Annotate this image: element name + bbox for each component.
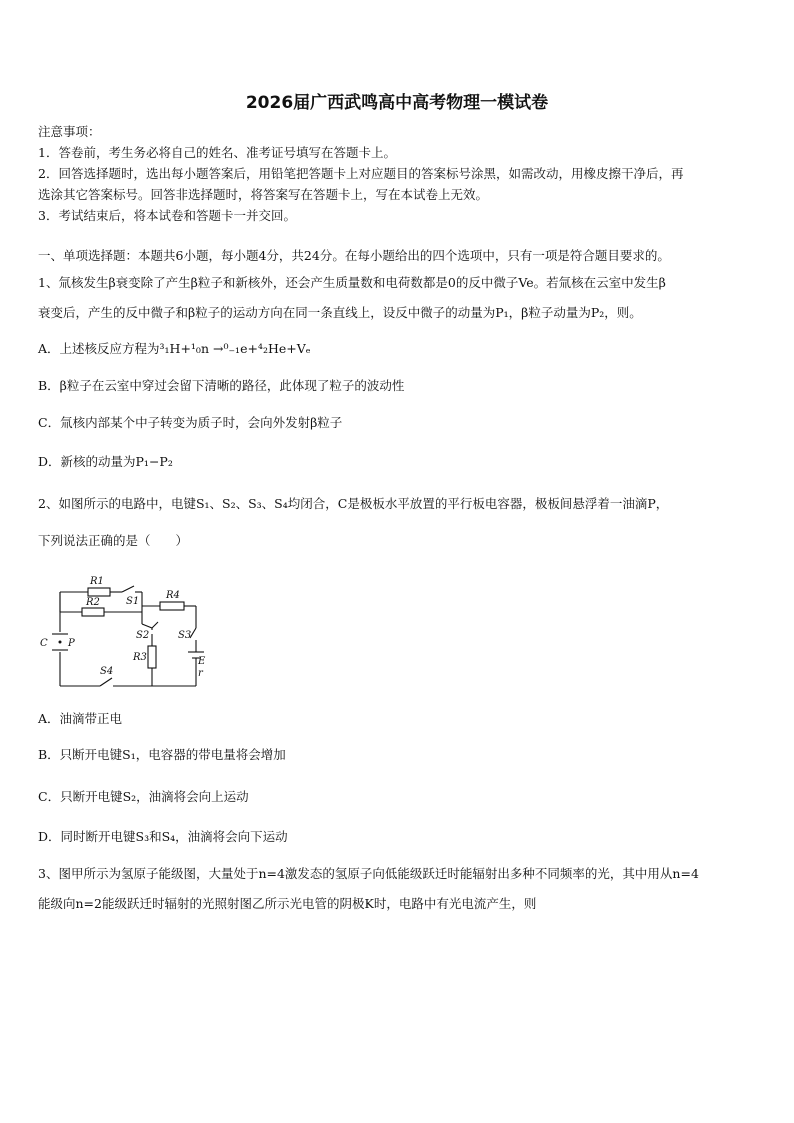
q1-stem-line2: 衰变后，产生的反中微子和β粒子的运动方向在同一条直线上，设反中微子的动量为P₁，β粒子动量为P₂，则。 [38, 305, 642, 320]
resistor-r1 [88, 588, 110, 596]
q1-option-c: C．氚核内部某个中子转变为质子时，会向外发射β粒子 [38, 415, 343, 430]
page-title: 2026届广西武鸣高中高考物理一模试卷 [245, 93, 549, 113]
label-s3: S3 [178, 630, 192, 641]
q1-option-d: D．新核的动量为P₁−P₂ [38, 454, 173, 469]
label-r: r [198, 668, 203, 679]
resistor-r4 [160, 602, 184, 610]
notice-item-2-cont: 选涂其它答案标号。回答非选择题时，将答案写在答题卡上，写在本试卷上无效。 [38, 187, 489, 202]
label-r2: R2 [86, 597, 100, 608]
notice-item-1: 1．答卷前，考生务必将自己的姓名、准考证号填写在答题卡上。 [38, 145, 396, 160]
q1-stem-line1: 1、氚核发生β衰变除了产生β粒子和新核外，还会产生质量数和电荷数都是0的反中微子Ve。若氚核在云室中发生β [38, 275, 666, 290]
q3-stem-line1: 3、图甲所示为氢原子能级图，大量处于n=4激发态的氢原子向低能级跃迁时能辐射出多种不同频率的光，其中用从n=4 [38, 866, 699, 881]
section-heading: 一、单项选择题：本题共6小题，每小题4分，共24分。在每小题给出的四个选项中，只有一项是符合题目要求的。 [38, 248, 670, 263]
notice-item-3: 3．考试结束后，将本试卷和答题卡一并交回。 [38, 208, 296, 223]
resistor-r3 [148, 646, 156, 668]
label-e: E [198, 656, 206, 667]
notice-heading: 注意事项： [38, 124, 101, 139]
q2-option-b: B．只断开电键S₁，电容器的带电量将会增加 [38, 747, 286, 762]
q1-option-a: A．上述核反应方程为³₁H+¹₀n →⁰₋₁e+⁴₂He+Vₑ [38, 341, 311, 356]
label-s4: S4 [100, 666, 114, 677]
label-c: C [40, 638, 48, 649]
q2-option-c: C．只断开电键S₂，油滴将会向上运动 [38, 789, 249, 804]
label-s2: S2 [136, 630, 150, 641]
label-p: P [68, 638, 75, 649]
switch-s2 [152, 622, 158, 628]
q1-option-b: B．β粒子在云室中穿过会留下清晰的路径，此体现了粒子的波动性 [38, 378, 405, 393]
resistor-r2 [82, 608, 104, 616]
q2-option-a: A．油滴带正电 [38, 711, 123, 726]
oil-drop [59, 641, 62, 644]
label-r3: R3 [133, 652, 147, 663]
label-r4: R4 [166, 590, 180, 601]
label-r1: R1 [90, 576, 104, 587]
switch-s4 [100, 678, 112, 686]
label-s1: S1 [126, 596, 140, 607]
q2-stem-line1: 2、如图所示的电路中，电键S₁、S₂、S₃、S₄均闭合，C是极板水平放置的平行板电容器，极板间悬浮着一油滴P， [38, 496, 669, 511]
notice-item-2: 2．回答选择题时，选出每小题答案后，用铅笔把答题卡上对应题目的答案标号涂黑，如需改动，用橡皮擦干净后，再 [38, 166, 684, 181]
switch-s1 [122, 586, 134, 592]
q2-stem-line2: 下列说法正确的是（ ） [38, 533, 189, 548]
q2-option-d: D．同时断开电键S₃和S₄，油滴将会向下运动 [38, 829, 288, 844]
q3-stem-line2: 能级向n=2能级跃迁时辐射的光照射图乙所示光电管的阴极K时，电路中有光电流产生，则 [38, 896, 537, 911]
circuit-diagram [38, 572, 218, 694]
